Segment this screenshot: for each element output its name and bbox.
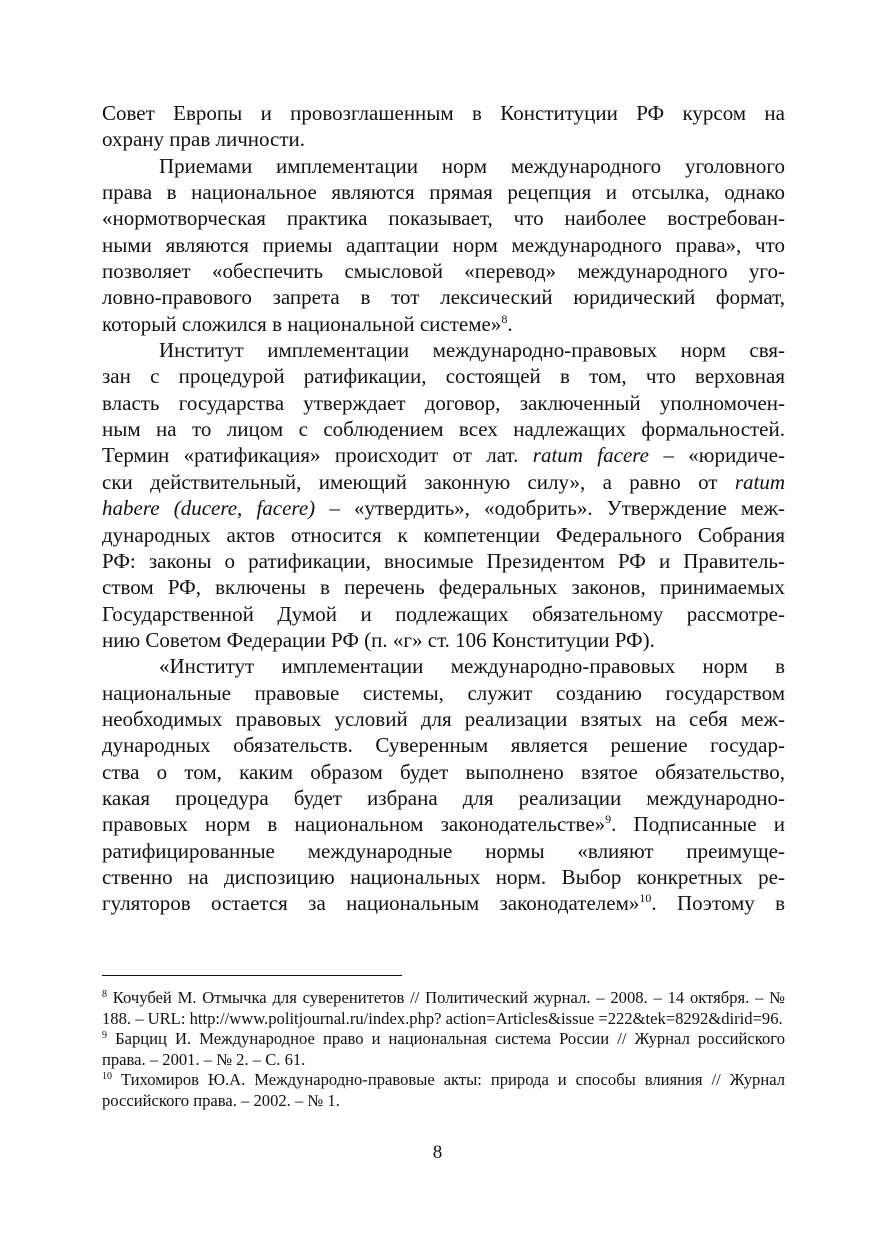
- text-run: охрану прав личности.: [102, 127, 306, 152]
- text-run: . Поэтому в: [651, 891, 785, 916]
- footnote-separator: [102, 975, 402, 976]
- text-run: ства о том, каким образом будет выполнено взятое обязательство,: [102, 759, 785, 784]
- text-line: [102, 232, 785, 258]
- text-run: правовых норм в национальном законодательстве»: [102, 812, 606, 837]
- text-line: [102, 126, 785, 152]
- text-run: ски действительный, имеющий законную силу», а равно от: [102, 469, 735, 494]
- text-run: дународных обязательств. Суверенным является решение государ-: [102, 733, 785, 758]
- text-run: Совет Европы и провозглашенным в Конституции РФ курсом на: [102, 101, 785, 125]
- text-line: [102, 706, 785, 732]
- text-line: [102, 653, 785, 679]
- text-run: «Институт имплементации международно-правовых норм в: [159, 654, 785, 679]
- text-run: национальные правовые системы, служит созданию государством: [102, 680, 785, 705]
- text-line: [102, 785, 785, 811]
- text-line: [102, 522, 785, 548]
- text-run: ством РФ, включены в перечень федеральных законов, принимаемых: [102, 575, 785, 600]
- footnote: [102, 1029, 785, 1070]
- text-line: [102, 100, 785, 126]
- text-run: – «юридиче-: [649, 443, 785, 468]
- footnote-text: Кочубей М. Отмычка для суверенитетов // Политический журнал. – 2008. – 14 октября. – № 188. – URL: http://www.politjournal.ru/index.php? action=Articles&issue =222&tek=8292&dirid=96.: [102, 988, 785, 1028]
- text-run: необходимых правовых условий для реализации взятых на себя меж-: [102, 706, 785, 731]
- text-run: «нормотворческая практика показывает, что наиболее востребован-: [102, 206, 785, 231]
- text-run: ными являются приемы адаптации норм международного права», что: [102, 232, 785, 257]
- text-run: ловно-правового запрета в тот лексический юридический формат,: [102, 285, 785, 310]
- text-line: [102, 759, 785, 785]
- text-line: [102, 205, 785, 231]
- text-line: [102, 390, 785, 416]
- text-run: нию Советом Федерации РФ (п. «г» ст. 106 Конституции РФ).: [102, 627, 655, 652]
- text-run: власть государства утверждает договор, заключенный уполномочен-: [102, 390, 785, 415]
- text-run: какая процедура будет избрана для реализации международно-: [102, 785, 785, 810]
- footnote-text: Барциц И. Международное право и национальная система России // Журнал российского права. – 2001. – № 2. – С. 61.: [102, 1029, 785, 1069]
- text-line: [102, 469, 785, 495]
- text-run: права в национальное являются прямая рецепция и отсылка, однако: [102, 180, 785, 205]
- footnote-number: 9: [102, 1030, 107, 1042]
- text-run: – «утвердить», «одобрить». Утверждение меж-: [315, 496, 786, 521]
- text-run: который сложился в национальной системе»: [102, 311, 502, 336]
- footnote-reference: 9: [605, 812, 612, 827]
- text-line: [102, 890, 785, 916]
- italic-text: habere (ducere, facere): [102, 496, 316, 521]
- text-line: [102, 601, 785, 627]
- text-run: зан с процедурой ратификации, состоящей в том, что верховная: [102, 364, 785, 389]
- footnote: [102, 988, 785, 1029]
- text-run: ным на то лицом с соблюдением всех надлежащих формальностей.: [102, 417, 785, 442]
- text-line: [102, 495, 785, 521]
- text-run: Институт имплементации международно-правовых норм свя-: [159, 338, 785, 363]
- text-line: [102, 153, 785, 179]
- italic-text: ratum facere: [532, 443, 650, 468]
- footnotes: [102, 988, 785, 1112]
- footnote-number: 8: [102, 989, 107, 1000]
- footnote-reference: 10: [639, 891, 652, 906]
- footnote-number: 10: [102, 1071, 112, 1083]
- text-line: [102, 732, 785, 758]
- text-line: [102, 627, 785, 653]
- footnote: [102, 1070, 785, 1111]
- text-line: [102, 680, 785, 706]
- text-run: дународных актов относится к компетенции Федерального Собрания: [102, 522, 785, 547]
- text-run: ственно на диспозицию национальных норм. Выбор конкретных ре-: [102, 864, 785, 889]
- text-line: [102, 416, 785, 442]
- text-line: [102, 838, 785, 864]
- text-run: Приемами имплементации норм международного уголовного: [159, 153, 785, 178]
- italic-text: ratum: [734, 469, 785, 494]
- text-line: [102, 179, 785, 205]
- body-text: [102, 100, 785, 917]
- text-line: [102, 442, 785, 468]
- text-run: Государственной Думой и подлежащих обязательному рассмотре-: [102, 601, 785, 626]
- text-run: . Подписанные и: [611, 812, 785, 837]
- text-line: [102, 258, 785, 284]
- footnote-reference: 8: [501, 311, 508, 326]
- text-run: ратифицированные международные нормы «влияют преимуще-: [102, 838, 785, 863]
- text-line: [102, 311, 785, 337]
- text-line: [102, 363, 785, 389]
- text-line: [102, 864, 785, 890]
- text-line: [102, 284, 785, 310]
- footnote-text: Тихомиров Ю.А. Международно-правовые акты: природа и способы влияния // Журнал российского права. – 2002. – № 1.: [102, 1070, 785, 1110]
- text-line: [102, 811, 785, 837]
- text-run: .: [507, 311, 513, 336]
- text-run: РФ: законы о ратификации, вносимые Президентом РФ и Правитель-: [102, 548, 785, 573]
- text-line: [102, 548, 785, 574]
- text-run: гуляторов остается за национальным законодателем»: [102, 891, 640, 916]
- text-run: позволяет «обеспечить смысловой «перевод» международного уго-: [102, 259, 785, 284]
- text-line: [102, 337, 785, 363]
- page-number: 8: [432, 1142, 443, 1163]
- text-line: [102, 574, 785, 600]
- text-run: Термин «ратификация» происходит от лат.: [102, 443, 533, 468]
